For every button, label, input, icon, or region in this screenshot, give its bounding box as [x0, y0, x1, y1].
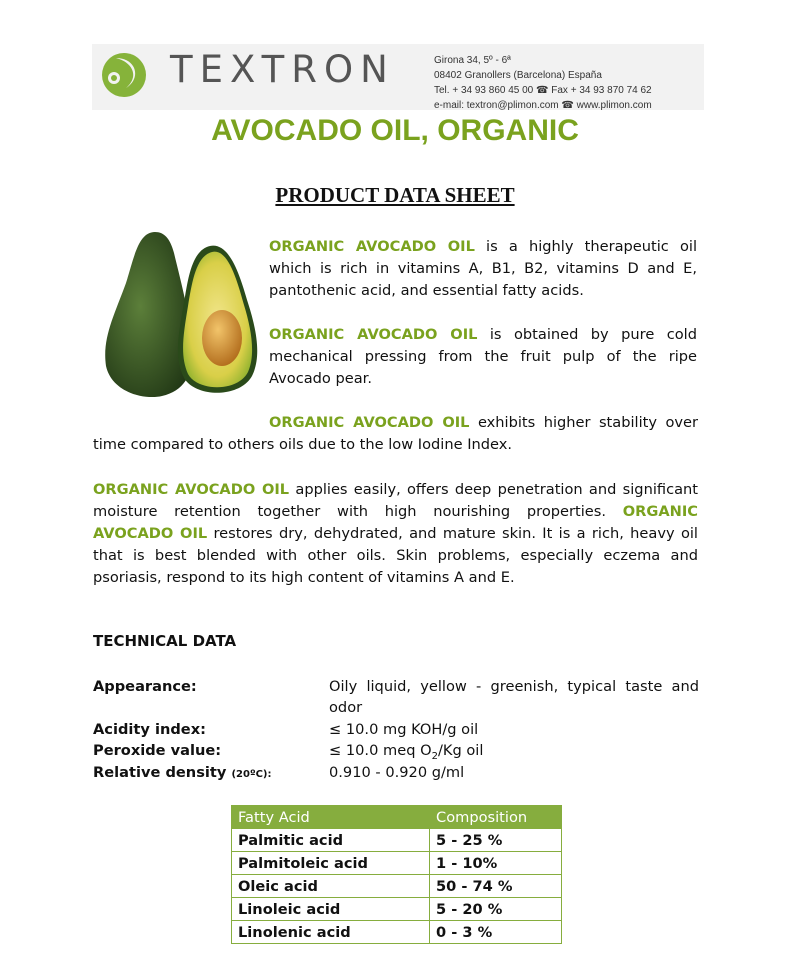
- fatty-acid-name: Oleic acid: [232, 875, 430, 898]
- spec-row-density: [93, 762, 699, 783]
- spec-row-peroxide: [93, 740, 699, 761]
- paragraph-text: restores dry, dehydrated, and mature skin. It is a rich, heavy oil that is best blended with other oils. Skin problems, especially eczema and psoriasis, respond to its high content of vitamins A and E.: [93, 525, 698, 586]
- fatty-acid-name: Linoleic acid: [232, 898, 430, 921]
- document-title: AVOCADO OIL, ORGANIC: [211, 114, 579, 147]
- document-subtitle: PRODUCT DATA SHEET: [275, 183, 515, 207]
- paragraph-text: applies easily, offers deep penetration and significant moisture retention together with high nourishing properties.: [93, 481, 699, 520]
- table-row: [232, 898, 562, 921]
- company-address: [434, 53, 652, 113]
- fatty-acid-name: Palmitic acid: [232, 829, 430, 852]
- composition-value: 1 - 10%: [430, 852, 562, 875]
- fatty-acid-table: [231, 805, 562, 944]
- product-name: ORGANIC AVOCADO OIL: [93, 481, 290, 498]
- spec-value: 0.910 - 0.920 g/ml: [329, 764, 465, 781]
- table-header-row: [232, 806, 562, 829]
- email-line: e-mail: textron@plimon.com ☎ www.plimon.com: [434, 100, 652, 111]
- product-name: ORGANIC AVOCADO OIL: [269, 326, 478, 343]
- address-line: 08402 Granollers (Barcelona) España: [434, 70, 602, 81]
- spec-value: Oily liquid, yellow - greenish, typical taste and odor: [329, 678, 699, 716]
- intro-paragraph-2: [269, 324, 697, 390]
- fatty-acid-name: Palmitoleic acid: [232, 852, 430, 875]
- paragraph-text: is obtained by pure cold mechanical pressing from the fruit pulp of the ripe Avocado pear.: [269, 326, 697, 387]
- brand-name: TEXTRON: [170, 48, 395, 91]
- value-text: ≤ 10.0 meq O: [329, 742, 432, 759]
- composition-value: 0 - 3 %: [430, 921, 562, 944]
- fatty-acid-name: Linolenic acid: [232, 921, 430, 944]
- spec-key: Appearance:: [93, 678, 197, 695]
- spec-key: Acidity index:: [93, 721, 206, 738]
- table-row: [232, 829, 562, 852]
- table-row: [232, 921, 562, 944]
- intro-paragraph-3: [93, 412, 698, 456]
- intro-paragraph-1: [269, 236, 697, 302]
- spec-key: [93, 762, 272, 785]
- intro-paragraph-4: [93, 479, 698, 589]
- technical-data-heading: TECHNICAL DATA: [93, 632, 237, 650]
- product-name: ORGANIC AVOCADO OIL: [269, 238, 475, 255]
- value-subscript: 2: [431, 750, 438, 762]
- composition-value: 5 - 20 %: [430, 898, 562, 921]
- textron-logo-icon: [96, 48, 154, 100]
- column-header: Composition: [430, 806, 562, 829]
- composition-value: 5 - 25 %: [430, 829, 562, 852]
- table-row: [232, 852, 562, 875]
- product-name: ORGANIC AVOCADO OIL: [93, 503, 698, 542]
- spec-row-appearance: [93, 676, 699, 718]
- spec-key: Peroxide value:: [93, 742, 222, 759]
- composition-value: 50 - 74 %: [430, 875, 562, 898]
- product-name: ORGANIC AVOCADO OIL: [269, 414, 470, 431]
- column-header: Fatty Acid: [232, 806, 430, 829]
- paragraph-text: exhibits higher stability over time compared to others oils due to the low Iodine Index.: [93, 414, 699, 453]
- avocado-image: [100, 228, 260, 400]
- spec-key-text: Relative density: [93, 764, 227, 781]
- phone-line: Tel. + 34 93 860 45 00 ☎ Fax + 34 93 870 74 62: [434, 85, 652, 96]
- table-row: [232, 875, 562, 898]
- spec-value: ≤ 10.0 mg KOH/g oil: [329, 721, 479, 738]
- address-line: Girona 34, 5º - 6ª: [434, 55, 511, 66]
- spec-row-acidity: [93, 719, 699, 740]
- paragraph-text: is a highly therapeutic oil which is rich in vitamins A, B1, B2, vitamins D and E, pantothenic acid, and essential fatty acids.: [269, 238, 698, 299]
- spec-key-condition: (20ºC):: [231, 769, 272, 780]
- value-text: /Kg oil: [437, 742, 484, 759]
